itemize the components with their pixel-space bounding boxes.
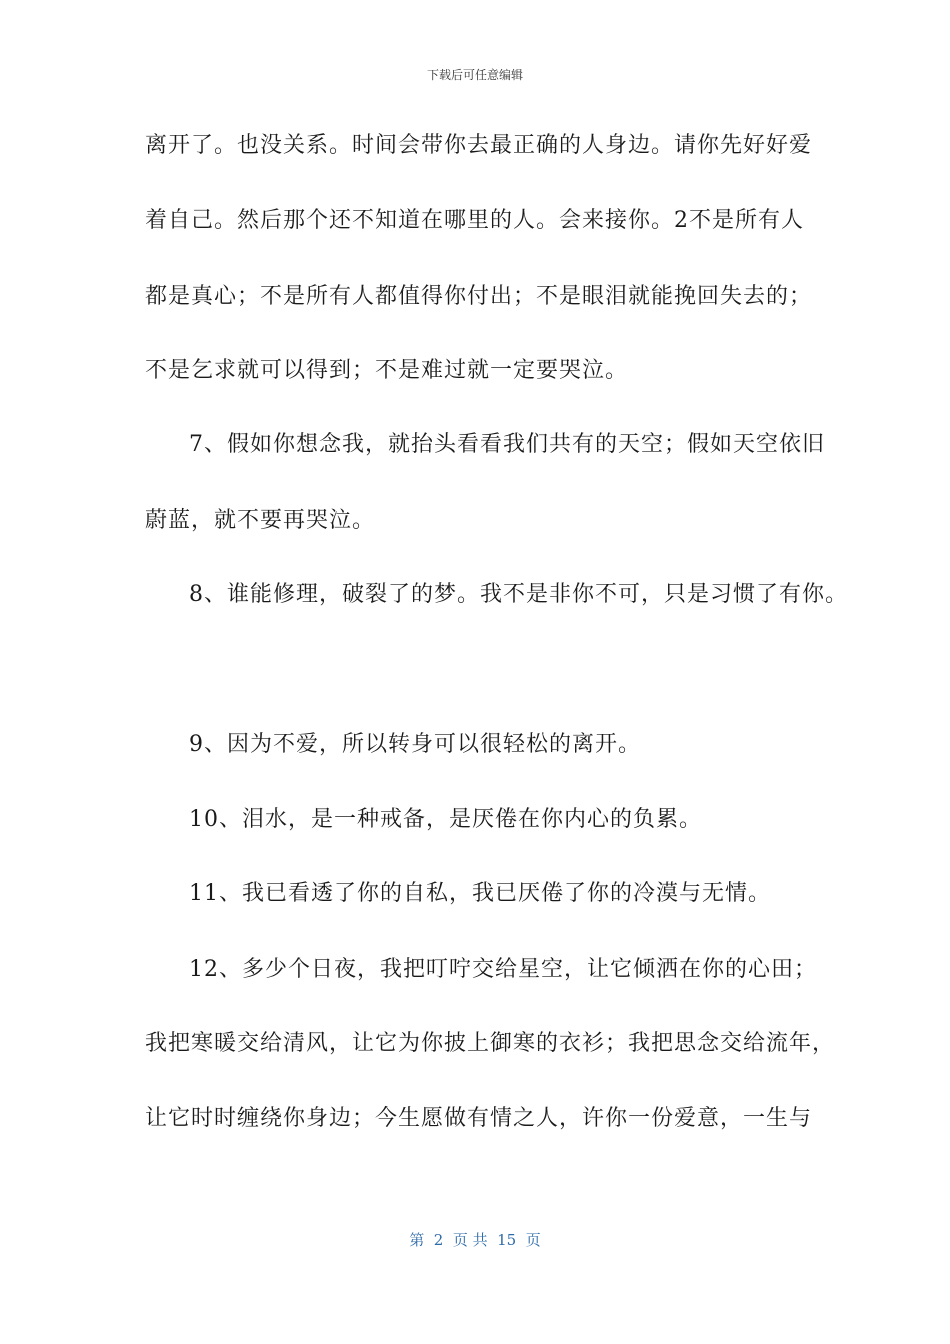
text-line-2: 着自己。然后那个还不知道在哪里的人。会来接你。2不是所有人	[145, 208, 804, 233]
text-line-3: 都是真心；不是所有人都值得你付出；不是眼泪就能挽回失去的；	[145, 284, 813, 309]
text-line-13: 让它时时缠绕你身边；今生愿做有情之人，许你一份爱意，一生与	[145, 1106, 813, 1131]
text-line-5: 7、假如你想念我，就抬头看看我们共有的天空；假如天空依旧	[189, 432, 825, 457]
text-line-8: 9、因为不爱，所以转身可以很轻松的离开。	[189, 732, 641, 757]
text-line-4: 不是乞求就可以得到；不是难过就一定要哭泣。	[145, 358, 629, 383]
page-header: 下载后可任意编辑	[426, 68, 523, 82]
text-line-1: 离开了。也没关系。时间会带你去最正确的人身边。请你先好好爱	[145, 133, 813, 158]
text-line-7: 8、谁能修理，破裂了的梦。我不是非你不可，只是习惯了有你。	[189, 582, 848, 607]
text-line-6: 蔚蓝，就不要再哭泣。	[145, 508, 376, 533]
text-line-9: 10、泪水，是一种戒备，是厌倦在你内心的负累。	[189, 807, 702, 832]
page-footer: 第 2 页 共 15 页	[409, 1231, 541, 1249]
text-line-10: 11、我已看透了你的自私，我已厌倦了你的冷漠与无情。	[189, 881, 771, 906]
text-line-12: 我把寒暖交给清风，让它为你披上御寒的衣衫；我把思念交给流年，	[145, 1031, 836, 1056]
text-line-11: 12、多少个日夜，我把叮咛交给星空，让它倾洒在你的心田；	[189, 957, 817, 982]
